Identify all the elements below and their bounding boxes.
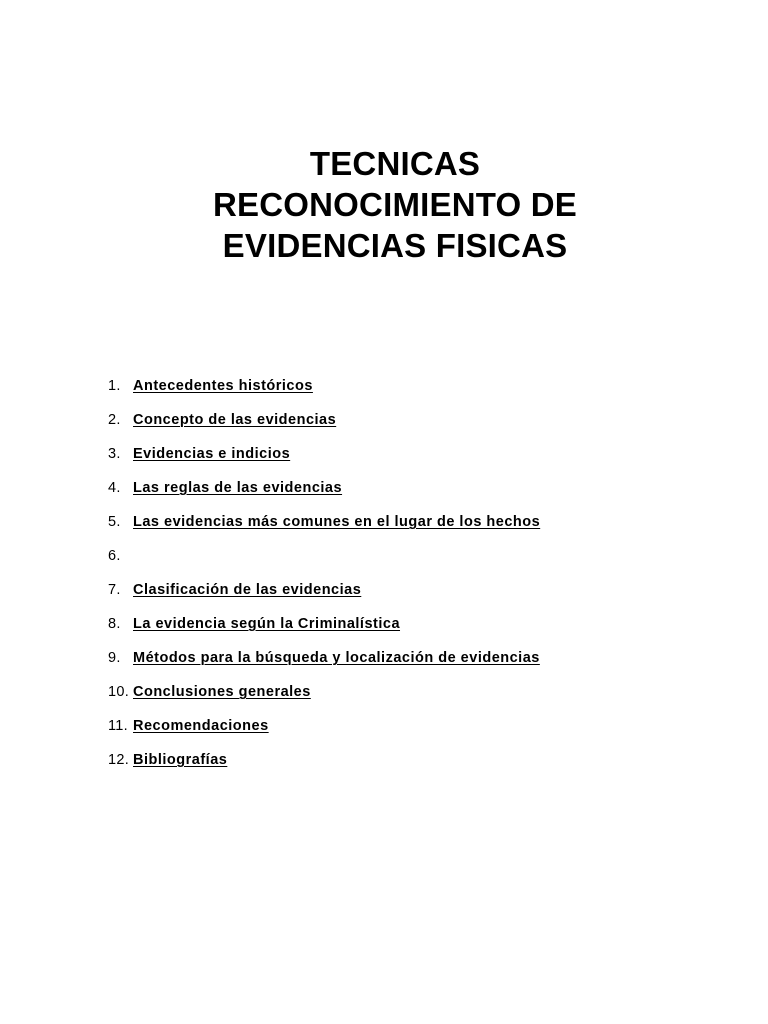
- toc-item-number: 11.: [108, 718, 128, 734]
- toc-item-number: 2.: [108, 412, 121, 428]
- toc-item: [108, 680, 540, 714]
- toc-item: [108, 476, 540, 510]
- toc-item: [108, 748, 540, 782]
- toc-item: [108, 646, 540, 680]
- table-of-contents: [108, 374, 540, 782]
- toc-item: [108, 612, 540, 646]
- document-title: [0, 143, 768, 266]
- toc-item-number: 5.: [108, 514, 121, 530]
- toc-item-number: 6.: [108, 548, 121, 564]
- toc-item-number: 8.: [108, 616, 121, 632]
- title-line-1: TECNICAS: [309, 145, 481, 182]
- toc-item: [108, 510, 540, 544]
- toc-link-reglas[interactable]: Las reglas de las evidencias: [133, 480, 343, 496]
- toc-link-clasificacion[interactable]: Clasificación de las evidencias: [133, 582, 362, 598]
- toc-item: [108, 714, 540, 748]
- toc-item-number: 3.: [108, 446, 121, 462]
- toc-link-concepto[interactable]: Concepto de las evidencias: [133, 412, 337, 428]
- toc-item-number: 4.: [108, 480, 121, 496]
- toc-link-evidencias-indicios[interactable]: Evidencias e indicios: [133, 446, 291, 462]
- toc-link-conclusiones[interactable]: Conclusiones generales: [133, 684, 311, 700]
- toc-item-number: 7.: [108, 582, 121, 598]
- toc-item-number: 10.: [108, 684, 130, 700]
- toc-link-recomendaciones[interactable]: Recomendaciones: [133, 718, 269, 734]
- toc-link-bibliografias[interactable]: Bibliografías: [133, 752, 228, 768]
- toc-link-antecedentes[interactable]: Antecedentes históricos: [133, 378, 313, 394]
- toc-item: [108, 408, 540, 442]
- toc-link-evidencias-comunes[interactable]: Las evidencias más comunes en el lugar de los hechos: [133, 514, 541, 530]
- toc-item: [108, 544, 540, 578]
- toc-item-number: 1.: [108, 378, 121, 394]
- toc-item-number: 12.: [108, 752, 130, 768]
- title-line-3: EVIDENCIAS FISICAS: [222, 227, 568, 264]
- toc-item: [108, 374, 540, 408]
- title-line-2: RECONOCIMIENTO DE: [213, 186, 577, 223]
- toc-link-criminalistica[interactable]: La evidencia según la Criminalística: [133, 616, 401, 632]
- toc-item: [108, 442, 540, 476]
- toc-item: [108, 578, 540, 612]
- toc-link-metodos[interactable]: Métodos para la búsqueda y localización de evidencias: [133, 650, 540, 666]
- toc-item-number: 9.: [108, 650, 121, 666]
